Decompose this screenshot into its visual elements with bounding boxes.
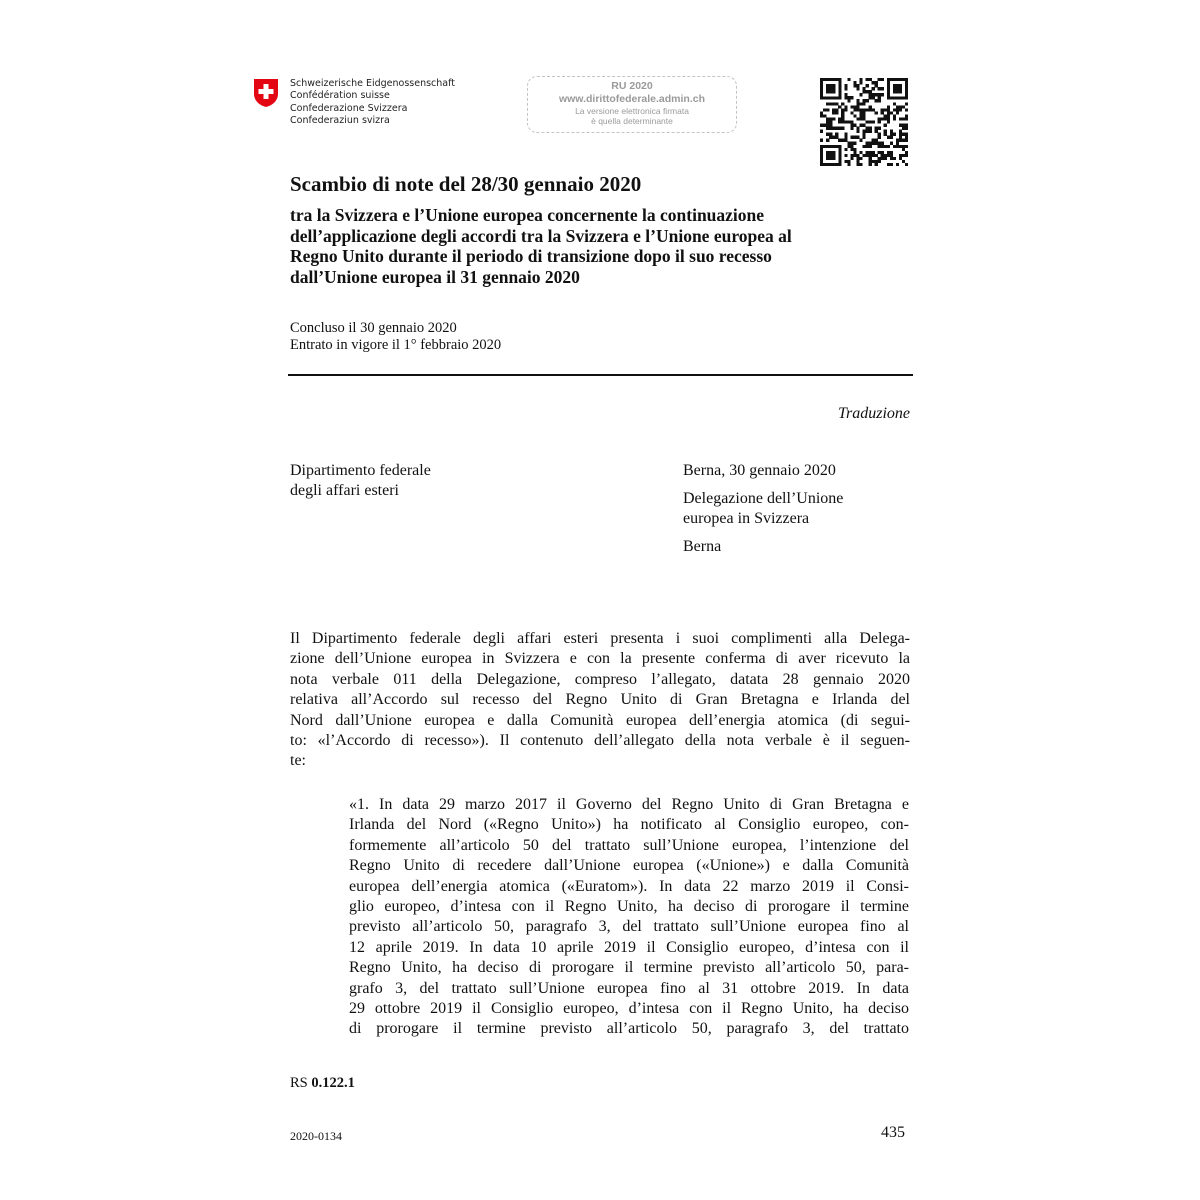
document-subtitle [290, 205, 920, 287]
addressee-line: Delegazione dell’Unione [683, 490, 844, 507]
body-paragraph [290, 629, 910, 772]
recipient-city: Berna [683, 538, 722, 555]
subtitle-line: tra la Svizzera e l’Unione europea concernente la continuazione [290, 205, 765, 225]
confederation-names [290, 78, 455, 127]
sender-line: degli affari esteri [290, 482, 399, 499]
sender-line: Dipartimento federale [290, 462, 431, 479]
quote-line: di prorogare il termine previsto all’articolo 50, paragrafo 3, del trattato [349, 1020, 909, 1038]
confederation-name-it: Confederazione Svizzera [290, 102, 408, 114]
quote-line: 12 aprile 2019. In data 10 aprile 2019 il Consiglio europeo, d’intesa con il [349, 938, 909, 956]
body-line: zione dell’Unione europea in Svizzera e con la presente conferma di aver ricevuto la [290, 650, 910, 668]
body-line: Il Dipartimento federale degli affari esteri presenta i suoi complimenti alla Delega- [290, 630, 910, 647]
quote-line: glio europeo, d’intesa con il Regno Unito, ha deciso di prorogare il termine [349, 897, 909, 915]
quote-line: 29 ottobre 2019 il Consiglio europeo, d’intesa con il Regno Unito, ha deciso [349, 999, 909, 1017]
confederation-name-fr: Confédération suisse [290, 90, 390, 102]
document-number: 2020-0134 [290, 1129, 342, 1143]
quote-line: Regno Unito di recedere dall’Unione europea («Unione») e dalla Comunità [349, 857, 909, 875]
body-line: relativa all’Accordo sul recesso del Regno Unito di Gran Bretagna e Irlanda del [290, 691, 910, 709]
stamp-note-line1: La versione elettronica firmata [575, 106, 689, 116]
official-collection-stamp [527, 76, 737, 133]
body-line: Nord dall’Unione europea e dalla Comunità europea dell’energia atomica (di segui- [290, 711, 910, 729]
sender-block [290, 461, 431, 501]
subtitle-line: dell’applicazione degli accordi tra la Svizzera e l’Unione europea al [290, 225, 792, 246]
quote-line: «1. In data 29 marzo 2017 il Governo del Regno Unito di Gran Bretagna e [349, 796, 909, 813]
concluded-date: Concluso il 30 gennaio 2020 [290, 320, 457, 336]
quote-line: Irlanda del Nord («Regno Unito») ha notificato al Consiglio europeo, con- [349, 816, 909, 834]
quote-line: grafo 3, del trattato sull’Unione europea fino al 31 ottobre 2019. In data [349, 979, 909, 997]
conclusion-dates [290, 320, 501, 354]
rs-number: 0.122.1 [311, 1075, 355, 1091]
addressee-line: europea in Svizzera [683, 510, 810, 527]
confederation-name-de: Schweizerische Eidgenossenschaft [290, 78, 456, 89]
stamp-code: RU 2020 [611, 80, 653, 92]
quote-line: europea dell’energia atomica («Euratom»). In data 22 marzo 2019 il Consi- [349, 877, 909, 895]
recipient-block [683, 461, 843, 557]
swiss-coat-of-arms-icon [253, 78, 279, 108]
place-date: Berna, 30 gennaio 2020 [683, 462, 836, 479]
document-title: Scambio di note del 28/30 gennaio 2020 [290, 172, 642, 196]
rs-prefix: RS [290, 1075, 308, 1091]
in-force-date: Entrato in vigore il 1° febbraio 2020 [290, 337, 502, 353]
quote-line: previsto all’articolo 50, paragrafo 3, del trattato sull’Unione europea fino al [349, 918, 909, 936]
qr-code-icon [820, 78, 908, 166]
confederation-name-rm: Confederaziun svizra [290, 114, 390, 126]
quoted-annex-paragraph [349, 795, 909, 1040]
stamp-note-line2: è quella determinante [591, 116, 673, 126]
quote-line: Regno Unito, ha deciso di prorogare il termine previsto all’articolo 50, para- [349, 959, 909, 977]
header-divider [288, 374, 913, 376]
subtitle-line: dall’Unione europea il 31 gennaio 2020 [290, 266, 580, 287]
stamp-url: www.dirittofederale.admin.ch [558, 93, 706, 105]
body-line: te: [290, 752, 306, 770]
rs-reference [290, 1075, 355, 1092]
body-line: nota verbale 011 della Delegazione, compreso l’allegato, datata 28 gennaio 2020 [290, 670, 910, 688]
page-number: 435 [881, 1124, 905, 1141]
subtitle-line: Regno Unito durante il periodo di transizione dopo il suo recesso [290, 246, 772, 266]
translation-label: Traduzione [837, 405, 910, 422]
body-line: to: «l’Accordo di recesso»). Il contenuto dell’allegato della nota verbale è il seguen- [290, 731, 910, 749]
quote-line: formemente all’articolo 50 del trattato sull’Unione europea, l’intenzione del [349, 836, 909, 854]
